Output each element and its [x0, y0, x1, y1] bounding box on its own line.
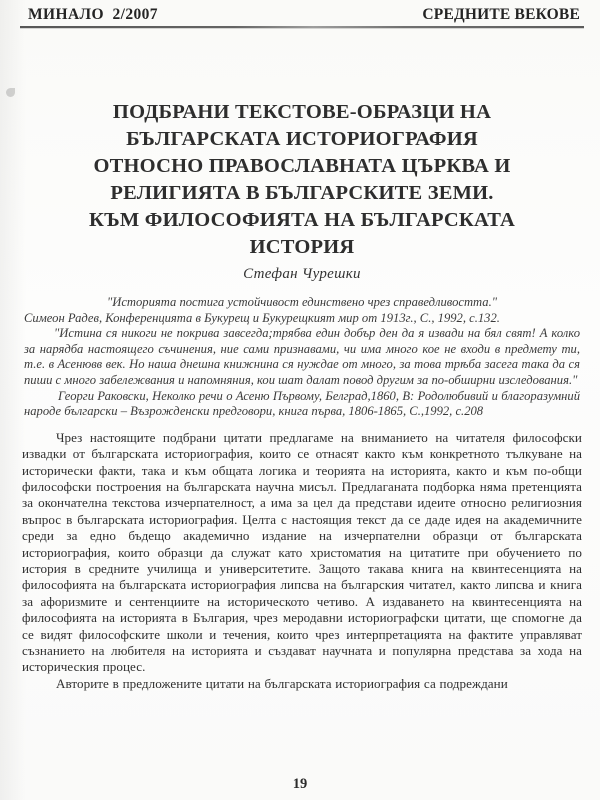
epigraph-block [24, 295, 580, 420]
article-author: Стефан Чурешки [243, 266, 361, 282]
running-head-section: СРЕДНИТЕ ВЕКОВЕ [422, 6, 580, 23]
body-paragraph-1: Чрез настоящите подбрани цитати предлагаме на вниманието на читателя философски извадки от българската историография, които се отнасят както към конкретното тълкуване на исторически факти, така и към общата логика и теорията на историята, както и към по-общи философски построения на българската научна мисъл. Предлаганата подборка няма претенцията за окончателна текстова изчерпателност, а има за цел да представи идеите относно религиозния въпрос в българската историография. Целта с настоящия текст да се даде идея на академичните среди за едно бъдещо академично издание на изчерпателни образци от българската историография, които образци да служат като христоматия на цитатите при обучението по история в средните училища и университетите. Защото такава книга на квинтесенцията на философията на българската историография липсва на българския читател, както липсва и книга за афоризмите и сентенциите на историческото четиво. А издаването на квинтесенцията на философията на историята в България, чрез меродавни историографски цитати, ще спомогне да се видят философските школи и течения, които чрез интерпретацията на фактите управляват съзнанието на любителя на историята и създават научната и популярна представа за хода на историческия процес. [22, 429, 582, 675]
epigraph-2-quote: "Истина ся никоги не покрива завсегда;трябва един добър ден да я извади на бял свят! А колко за нарядба настоящего съчинения, ние сами признавами, чи има много кое не входи в предмету ти, т.е. в Асенювв век. Но наша днешна книжнина ся нуждае от много, за това трѣба засега така да ся пиши с много забележвания и напомняния, кои шат далат повод другим за по-обширни изследования." [24, 326, 580, 387]
header-rule-shadow [20, 28, 584, 29]
title-line-2: БЪЛГАРСКАТА ИСТОРИОГРАФИЯ [126, 128, 478, 150]
page-number: 19 [292, 776, 308, 792]
title-line-5: КЪМ ФИЛОСОФИЯТА НА БЪЛГАРСКАТА [88, 209, 516, 231]
running-head-journal: МИНАЛО 2/2007 [28, 6, 158, 23]
running-head [18, 0, 586, 25]
body-paragraph-2: Авторите в предложените цитати на българската историография са подреждани [56, 675, 508, 691]
title-line-1: ПОДБРАНИ ТЕКСТОВЕ-ОБРАЗЦИ НА [112, 101, 492, 123]
epigraph-1-source: Симеон Радев, Конференцията в Букурещ и Букурещкият мир от 1913г., С., 1992, с.132. [24, 310, 500, 325]
article-title [42, 99, 562, 261]
header-rule [20, 26, 584, 28]
title-line-3: ОТНОСНО ПРАВОСЛАВНАТА ЦЪРКВА И [93, 155, 511, 177]
body-text [22, 430, 582, 693]
title-line-4: РЕЛИГИЯТА В БЪЛГАРСКИТЕ ЗЕМИ. [110, 182, 494, 204]
epigraph-1-quote: "Историята постига устойчивост единствено чрез справедливостта." [106, 295, 498, 309]
epigraph-2-source: Георги Раковски, Неколко речи о Асеню Първому, Белград,1860, В: Родолюбивий и благоразумний народе български – Възрожденски предговори, книга първа, 1806-1865, С.,1992, с.208 [24, 388, 580, 419]
title-line-6: ИСТОРИЯ [249, 236, 355, 258]
